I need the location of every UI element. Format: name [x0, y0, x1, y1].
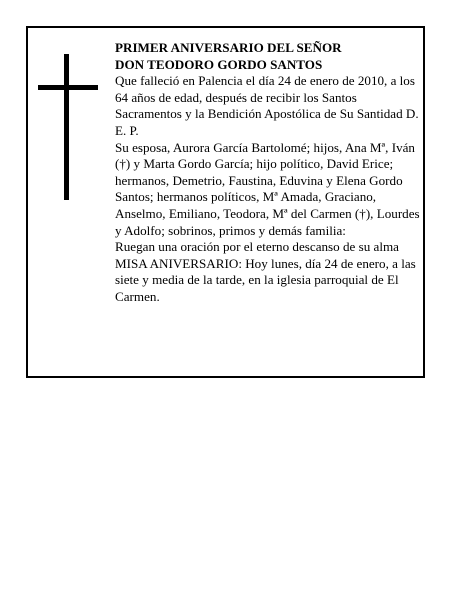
death-announcement-paragraph: Que falleció en Palencia el día 24 de enero de 2010, a los 64 años de edad, después de recibir los Santos Sacramentos y la Bendición Apostólica de Su Santidad D. E. P. — [115, 73, 419, 138]
mass-announcement-paragraph: Ruegan una oración por el eterno descanso de su alma MISA ANIVERSARIO: Hoy lunes, día 24 de enero, a las siete y media de la tarde, en la iglesia parroquial de El Carmen. — [115, 239, 416, 304]
family-list-paragraph: Su esposa, Aurora García Bartolomé; hijos, Ana Mª, Iván (†) y Marta Gordo García; hijo político, David Erice; hermanos, Demetrio, Faustina, Eduvina y Elena Gordo Santos; hermanos políticos, Mª Amada, Graciano, Anselmo, Emiliano, Teodora, Mª del Carmen (†), Lourdes y Adolfo; sobrinos, primos y demás familia: — [115, 139, 420, 238]
latin-cross-icon — [38, 54, 98, 200]
obituary-notice — [26, 26, 425, 378]
notice-title-line-2: DON TEODORO GORDO SANTOS — [115, 56, 323, 72]
cross-vertical-bar — [64, 54, 69, 200]
cross-horizontal-bar — [38, 85, 98, 90]
notice-text-block — [115, 40, 421, 306]
notice-title-line-1: PRIMER ANIVERSARIO DEL SEÑOR — [115, 40, 342, 55]
